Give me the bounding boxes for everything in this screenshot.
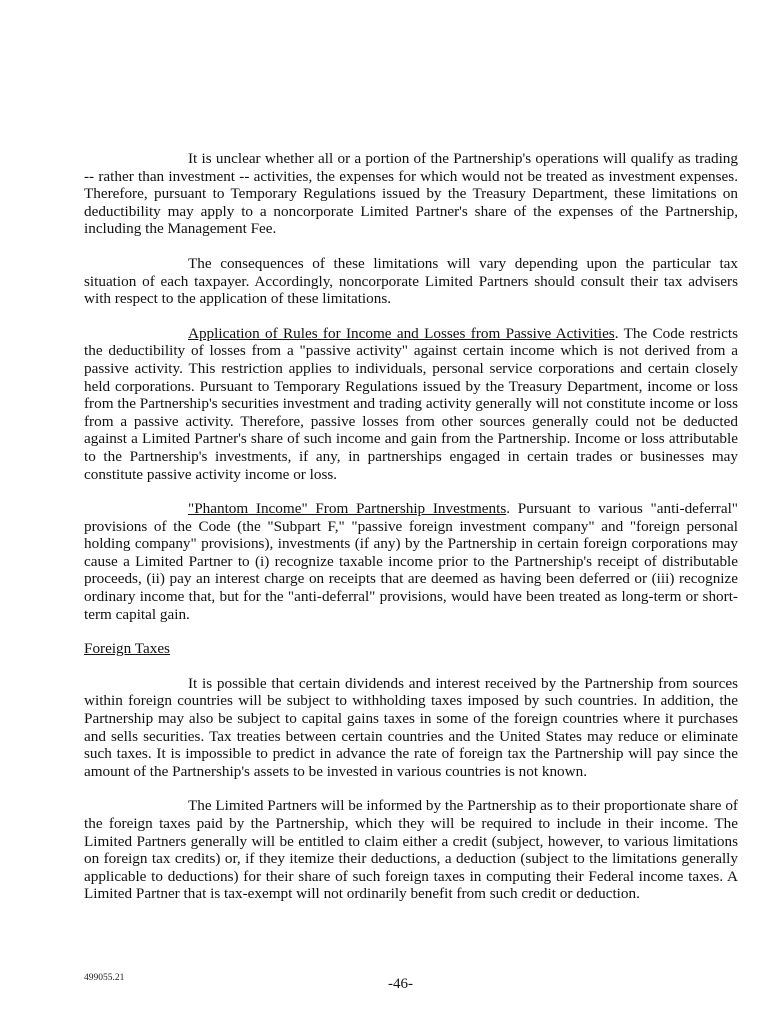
phantom-income-body: . Pursuant to various "anti-deferral" provisions of the Code (the "Subpart F," "passive foreign investment company" and "foreign personal holding company" provisions), investments (if any) by the Partnership in certain foreign corporations may cause a Limited Partner to (i) recognize taxable income prior to the Partnership's receipt of distributable proceeds, (ii) pay an interest charge on receipts that are deemed as having been deferred or (iii) recognize ordinary income that, but for the "anti-deferral" provisions, would have been treated as long-term or short-term capital gain. — [84, 500, 738, 623]
phantom-income-heading: "Phantom Income" From Partnership Investments — [188, 500, 507, 518]
paragraph-phantom-income — [84, 500, 738, 623]
paragraph-foreign-withholding: It is possible that certain dividends and interest received by the Partnership from sources within foreign countries will be subject to withholding taxes imposed by such countries. In addition, the Partnership may also be subject to capital gains taxes in some of the foreign countries where it purchases and sells securities. Tax treaties between certain countries and the United States may reduce or eliminate such taxes. It is impossible to predict in advance the rate of foreign tax the Partnership will pay since the amount of the Partnership's assets to be invested in various countries is not known. — [84, 674, 738, 780]
document-id: 499055.21 — [84, 973, 125, 983]
paragraph-consequences: The consequences of these limitations will vary depending upon the particular tax situation of each taxpayer. Accordingly, noncorporate Limited Partners should consult their tax advisers with respect to the application of these limitations. — [84, 254, 738, 308]
page-number: -46- — [388, 976, 413, 992]
passive-activities-body: . The Code restricts the deductibility of losses from a "passive activity" against certain income which is not derived from a passive activity. This restriction applies to individuals, personal service corporations and certain closely held corporations. Pursuant to Temporary Regulations issued by the Treasury Department, income or loss from the Partnership's securities investment and trading activity generally will not constitute income or loss from a passive activity. Therefore, passive losses from other sources generally could not be deducted against a Limited Partner's share of such income and gain from the Partnership. Income or loss attributable to the Partnership's investments, if any, in partnerships engaged in certain trades or businesses may constitute passive activity income or loss. — [84, 324, 738, 483]
section-heading-foreign-taxes: Foreign Taxes — [84, 640, 170, 658]
paragraph-passive-activities — [84, 325, 738, 483]
paragraph-trading-expenses: It is unclear whether all or a portion of the Partnership's operations will qualify as trading -- rather than investment -- activities, the expenses for which would not be treated as investment expenses. Therefore, pursuant to Temporary Regulations issued by the Treasury Department, these limitations on deductibility may apply to a noncorporate Limited Partner's share of the expenses of the Partnership, including the Management Fee. — [84, 150, 738, 238]
passive-activities-heading: Application of Rules for Income and Losses from Passive Activities — [188, 324, 615, 342]
document-page — [84, 150, 738, 920]
paragraph-foreign-tax-credit: The Limited Partners will be informed by the Partnership as to their proportionate share of the foreign taxes paid by the Partnership, which they will be required to include in their income. The Limited Partners generally will be entitled to claim either a credit (subject, however, to various limitations on foreign tax credits) or, if they itemize their deductions, a deduction (subject to the limitations generally applicable to deductions) for their share of such foreign taxes in computing their Federal income taxes. A Limited Partner that is tax-exempt will not ordinarily benefit from such credit or deduction. — [84, 797, 738, 903]
